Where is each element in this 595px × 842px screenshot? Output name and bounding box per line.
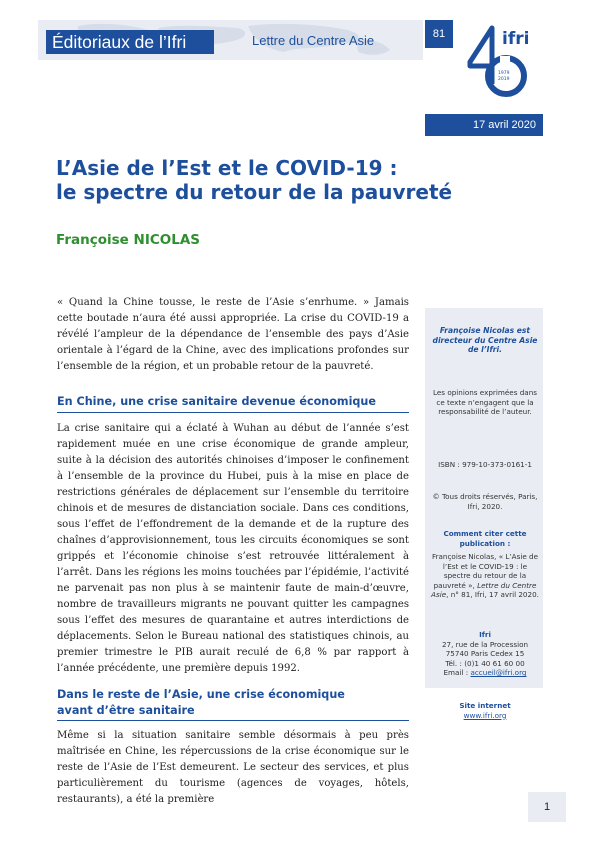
sidebar-isbn: ISBN : 979-10-373-0161-1 <box>438 460 532 469</box>
section1-rule <box>57 412 409 413</box>
citation-journal: Lettre du Centre Asie <box>431 580 537 600</box>
sidebar-citation <box>431 552 539 600</box>
page-number: 1 <box>528 792 566 822</box>
logo-wordmark: ifri <box>502 29 530 49</box>
article-title-line1: L’Asie de l’Est et le COVID-19 : <box>56 156 398 180</box>
section2-heading <box>57 687 409 719</box>
section2-paragraph <box>57 728 409 808</box>
intro-paragraph <box>57 295 409 375</box>
email-label: Email : <box>443 668 469 678</box>
citation-text: Françoise Nicolas, « L’Asie de l’Est et le COVID-19 : le spectre du retour de la pauvreté », <box>431 552 539 590</box>
website-link[interactable]: www.ifri.org <box>463 710 507 720</box>
article-author: Françoise NICOLAS <box>56 232 201 248</box>
address-line1: 27, rue de la Procession <box>441 639 529 649</box>
ifri-40-logo-icon <box>462 22 542 102</box>
intro-text: « Quand la Chine tousse, le reste de l’Asie s’enrhume. » Jamais cette boutade n’aura été aussi appropriée. La crise du COVID-19 a révélé l’ampleur de la dépendance de l’ensemble des pays d’Asie orientale à l’égard de la Chine, avec des implications profondes sur l’ensemble de la région, et un probable retour de la pauvreté. <box>57 297 409 372</box>
logo-years-top: 1979 <box>498 71 510 76</box>
section2-text: Même si la situation sanitaire semble désormais à peu près maîtrisée en Chine, les répercussions de la crise économique sur le reste de l’Asie de l’Est demeurent. Le secteur des services, et plus particulièrement du tourisme (agences de voyages, hôtels, restaurants), a été la première <box>57 730 409 805</box>
address-line2: 75740 Paris Cedex 15 <box>445 649 525 659</box>
website-label: Site internet <box>459 701 511 710</box>
section2-heading-line2: avant d’être sanitaire <box>57 704 195 717</box>
citation-end: , n° 81, Ifri, 17 avril 2020. <box>446 590 539 600</box>
publication-date: 17 avril 2020 <box>425 114 543 136</box>
section1-heading: En Chine, une crise sanitaire devenue économique <box>57 395 376 408</box>
section2-heading-line1: Dans le reste de l’Asie, une crise économique <box>57 688 345 701</box>
ifri-logo <box>462 22 542 102</box>
org-name: Ifri <box>479 630 491 639</box>
sidebar-author-note: Françoise Nicolas est directeur du Centre Asie de l’Ifri. <box>432 326 538 355</box>
logo-years-bottom: 2019 <box>498 77 510 82</box>
sidebar-website-block <box>431 701 539 720</box>
sidebar-cite-heading: Comment citer cette publication : <box>443 529 527 548</box>
issue-number: 81 <box>425 20 453 48</box>
article-title <box>56 156 486 204</box>
section1-paragraph <box>57 421 409 677</box>
article-title-line2: le spectre du retour de la pauvreté <box>56 180 453 204</box>
email-link[interactable]: accueil@ifri.org <box>470 668 527 678</box>
sidebar-disclaimer: Les opinions exprimées dans ce texte n’engagent que la responsabilité de l’auteur. <box>432 388 538 417</box>
series-subtitle: Lettre du Centre Asie <box>252 33 375 48</box>
sidebar-address-block <box>431 630 539 678</box>
section1-text: La crise sanitaire qui a éclaté à Wuhan au début de l’année s’est rapidement muée en une crise économique de grande ampleur, suite à la décision des autorités chinoises d’imposer le confinement à l’ensemble de la province du Hubei, puis à la mise en place de restrictions générales de déplacement sur l’ensemble du territoire chinois et de mesures de distanciation sociale. Dans ces conditions, sous l’effet de l’effondrement de la demande et de la rupture des chaînes d’approvisionnement, tous les circuits économiques se sont grippés et l’économie chinoise s’est retrouvée littéralement à l’arrêt. Dans les régions les moins touchées par l’épidémie, l’activité ne parvenait pas non plus à se maintenir faute de main-d’œuvre, nombre de travailleurs migrants ne pouvant quitter les campagnes sous l’effet des mesures de quarantaine et autres interdictions de déplacements. Selon le Bureau national des statistiques chinois, au premier trimestre le PIB aurait reculé de 6,8 % par rapport à l’année précédente, une première depuis 1992. <box>57 423 409 674</box>
section2-rule <box>57 720 409 721</box>
phone: Tél. : (0)1 40 61 60 00 <box>445 658 525 668</box>
series-title: Éditoriaux de l’Ifri <box>46 30 214 54</box>
email-line <box>431 668 539 678</box>
sidebar-rights: © Tous droits réservés, Paris, Ifri, 2020. <box>432 492 538 511</box>
